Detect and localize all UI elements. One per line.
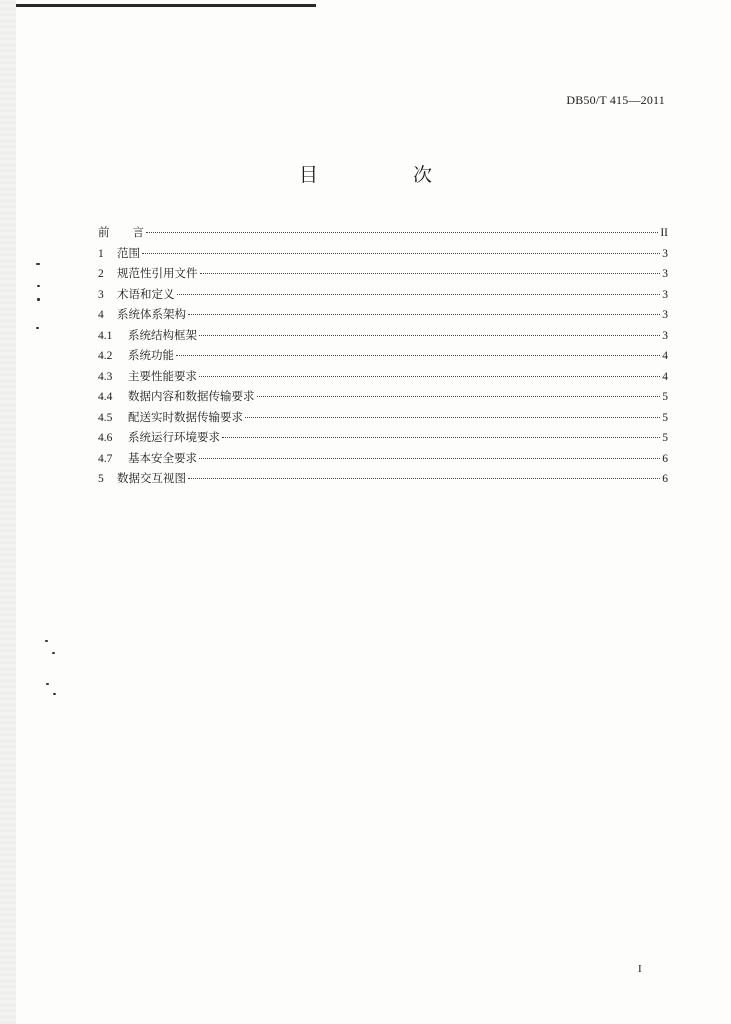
toc-title: 前 言 bbox=[98, 225, 144, 239]
toc-page: 3 bbox=[662, 288, 668, 301]
toc-page: 6 bbox=[662, 473, 668, 485]
dot-leader bbox=[200, 273, 661, 274]
scan-speck bbox=[36, 263, 40, 265]
toc-number: 4.4 bbox=[98, 391, 113, 403]
toc-page: 3 bbox=[662, 329, 668, 342]
toc-entry-2[interactable] bbox=[98, 263, 668, 284]
toc-entry-4-2[interactable] bbox=[98, 345, 668, 366]
dot-leader bbox=[199, 376, 660, 377]
toc-entry-1[interactable] bbox=[98, 243, 668, 264]
toc-page: 3 bbox=[662, 247, 668, 260]
toc-entry-4-7[interactable] bbox=[98, 448, 668, 469]
toc-title: 规范性引用文件 bbox=[117, 266, 198, 280]
toc-number: 4.5 bbox=[98, 411, 113, 424]
toc-entry-4-3[interactable] bbox=[98, 366, 668, 387]
scan-speck bbox=[37, 298, 40, 301]
toc-page: 5 bbox=[662, 391, 668, 403]
toc-entry-4-1[interactable] bbox=[98, 325, 668, 346]
toc-title: 基本安全要求 bbox=[128, 450, 197, 465]
dot-leader bbox=[199, 335, 660, 336]
toc-title: 系统运行环境要求 bbox=[128, 430, 220, 444]
toc-title: 系统结构框架 bbox=[128, 327, 197, 342]
scan-speck bbox=[52, 652, 55, 654]
table-of-contents bbox=[98, 222, 668, 489]
top-rule bbox=[16, 4, 316, 7]
toc-number: 4.1 bbox=[98, 329, 113, 342]
standard-code: DB50/T 415—2011 bbox=[566, 93, 665, 107]
toc-page: 5 bbox=[662, 411, 668, 424]
toc-entry-4-5[interactable] bbox=[98, 407, 668, 428]
dot-leader bbox=[142, 253, 660, 254]
toc-entry-3[interactable] bbox=[98, 284, 668, 305]
toc-entry-5[interactable] bbox=[98, 468, 668, 489]
toc-number: 1 bbox=[98, 247, 104, 260]
toc-page: 4 bbox=[662, 350, 668, 362]
toc-entry-4-6[interactable] bbox=[98, 427, 668, 448]
toc-number: 5 bbox=[98, 473, 104, 485]
toc-title: 系统体系架构 bbox=[117, 307, 186, 321]
scan-edge bbox=[0, 0, 16, 1024]
toc-entry-foreword[interactable] bbox=[98, 222, 668, 243]
toc-number: 2 bbox=[98, 268, 104, 280]
toc-page: 4 bbox=[662, 370, 668, 383]
toc-page: 3 bbox=[662, 309, 668, 321]
dot-leader bbox=[188, 478, 660, 479]
dot-leader bbox=[146, 232, 658, 233]
page-number: I bbox=[638, 963, 642, 975]
dot-leader bbox=[177, 294, 661, 295]
toc-number: 4.3 bbox=[98, 370, 113, 383]
toc-page: 3 bbox=[662, 268, 668, 280]
toc-title: 数据交互视图 bbox=[117, 471, 186, 485]
scan-speck bbox=[46, 683, 49, 685]
toc-page: 6 bbox=[662, 452, 668, 465]
toc-number: 4 bbox=[98, 309, 104, 321]
toc-page: 5 bbox=[662, 432, 668, 444]
dot-leader bbox=[222, 437, 660, 438]
dot-leader bbox=[257, 396, 661, 397]
toc-number: 4.2 bbox=[98, 350, 113, 362]
toc-title: 术语和定义 bbox=[117, 286, 175, 301]
toc-page: II bbox=[660, 227, 668, 239]
toc-title: 范围 bbox=[117, 245, 140, 260]
dot-leader bbox=[188, 314, 660, 315]
toc-entry-4[interactable] bbox=[98, 304, 668, 325]
dot-leader bbox=[176, 355, 660, 356]
scan-speck bbox=[53, 693, 56, 695]
toc-title: 系统功能 bbox=[128, 348, 174, 362]
dot-leader bbox=[199, 458, 660, 459]
scan-speck bbox=[36, 327, 39, 329]
toc-entry-4-4[interactable] bbox=[98, 386, 668, 407]
toc-title: 主要性能要求 bbox=[128, 368, 197, 383]
page-title: 目 次 bbox=[298, 164, 470, 186]
toc-number: 4.6 bbox=[98, 432, 113, 444]
toc-number: 3 bbox=[98, 288, 104, 301]
toc-title: 配送实时数据传输要求 bbox=[128, 409, 243, 424]
toc-number: 4.7 bbox=[98, 452, 113, 465]
scan-speck bbox=[37, 285, 40, 287]
scan-speck bbox=[45, 640, 48, 642]
toc-title: 数据内容和数据传输要求 bbox=[128, 389, 255, 403]
dot-leader bbox=[245, 417, 660, 418]
